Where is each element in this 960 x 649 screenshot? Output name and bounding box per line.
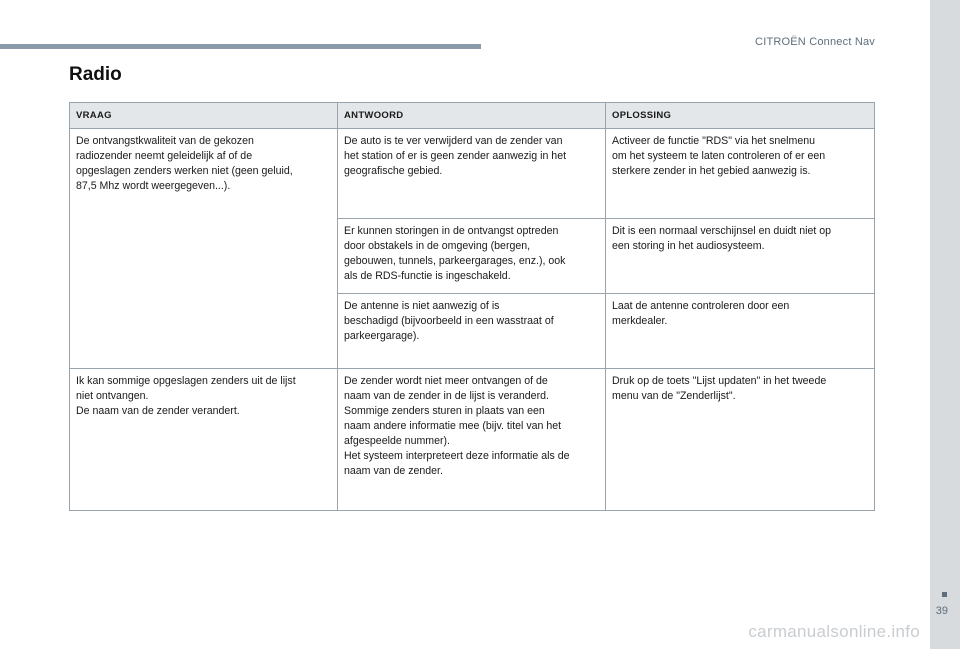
- table-header-row: [70, 103, 875, 129]
- solution-cell: Druk op de toets "Lijst updaten" in het tweede menu van de "Zenderlijst".: [606, 369, 875, 511]
- header-rule: [0, 44, 481, 49]
- solution-cell: Laat de antenne controleren door een merkdealer.: [606, 294, 875, 369]
- solution-cell: Dit is een normaal verschijnsel en duidt niet op een storing in het audiosysteem.: [606, 219, 875, 294]
- question-cell: De ontvangstkwaliteit van de gekozen radiozender neemt geleidelijk af of de opgeslagen zenders werken niet (geen geluid, 87,5 Mhz wordt weergegeven...).: [70, 129, 338, 369]
- column-header-question: VRAAG: [70, 103, 338, 129]
- question-cell: Ik kan sommige opgeslagen zenders uit de lijst niet ontvangen. De naam van de zender verandert.: [70, 369, 338, 511]
- page-title: Radio: [69, 64, 122, 85]
- troubleshooting-table: [69, 102, 875, 511]
- table-row: [70, 129, 875, 219]
- column-header-solution: OPLOSSING: [606, 103, 875, 129]
- column-header-answer: ANTWOORD: [338, 103, 606, 129]
- page-number: 39: [935, 605, 948, 617]
- watermark: carmanualsonline.info: [748, 622, 920, 641]
- solution-cell: Activeer de functie "RDS" via het snelmenu om het systeem te laten controleren of er een sterkere zender in het gebied aanwezig is.: [606, 129, 875, 219]
- table-row: [70, 369, 875, 511]
- answer-cell: De auto is te ver verwijderd van de zender van het station of er is geen zender aanwezig in het geografische gebied.: [338, 129, 606, 219]
- side-strip: [930, 0, 960, 649]
- answer-cell: Er kunnen storingen in de ontvangst optreden door obstakels in de omgeving (bergen, gebouwen, tunnels, parkeergarages, enz.), ook als de RDS-functie is ingeschakeld.: [338, 219, 606, 294]
- answer-cell: De antenne is niet aanwezig of is beschadigd (bijvoorbeeld in een wasstraat of parkeergarage).: [338, 294, 606, 369]
- header-brand: CITROËN Connect Nav: [755, 36, 875, 48]
- answer-cell: De zender wordt niet meer ontvangen of de naam van de zender in de lijst is veranderd. Sommige zenders sturen in plaats van een naam andere informatie mee (bijv. titel van het afgespeelde nummer). Het systeem interpreteert deze informatie als de naam van de zender.: [338, 369, 606, 511]
- page-marker: [942, 592, 947, 597]
